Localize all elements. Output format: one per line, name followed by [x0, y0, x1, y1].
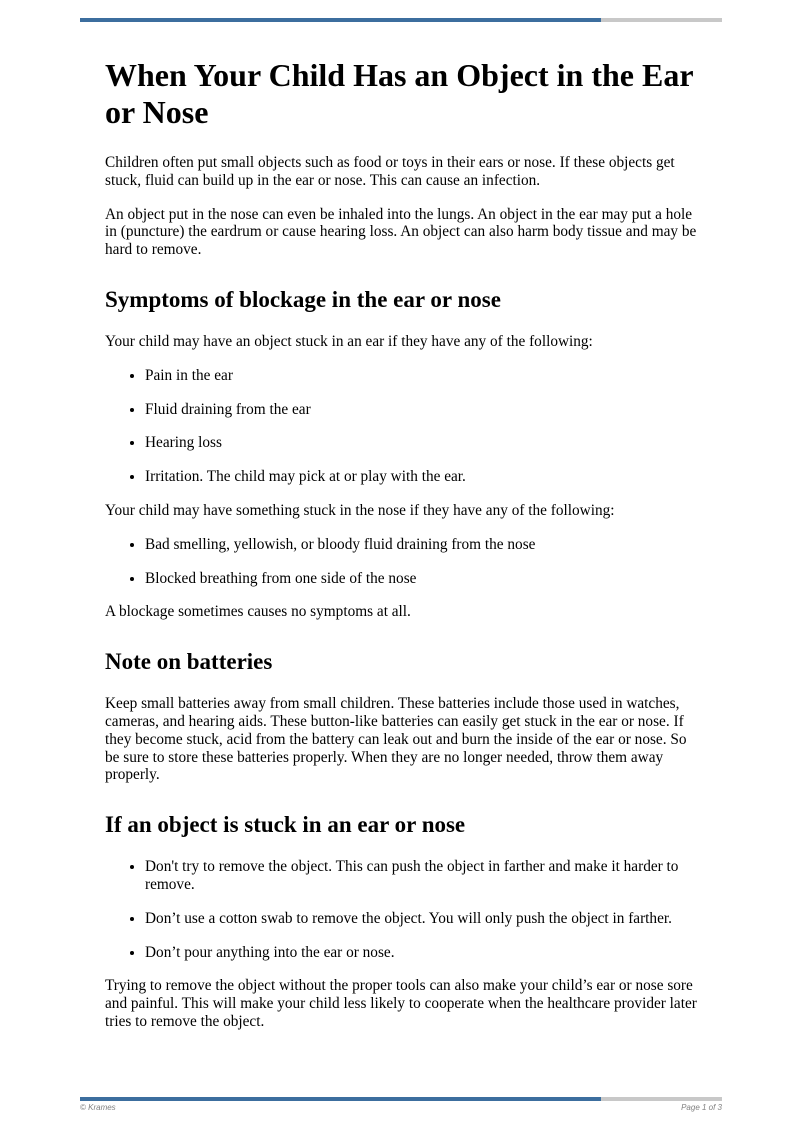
object-stuck-closing: Trying to remove the object without the proper tools can also make your child’s ear or nose sore and painful. This will make your child less likely to cooperate when the healthcare provider later tries to remove the object.: [105, 977, 697, 1030]
intro-paragraph: Children often put small objects such as food or toys in their ears or nose. If these objects get stuck, fluid can build up in the ear or nose. This can cause an infection.: [105, 154, 675, 189]
list-item: • Bad smelling, yellowish, or bloody fluid draining from the nose: [145, 536, 697, 554]
footer-progress-fill: [80, 1097, 601, 1101]
list-item: • Don’t use a cotton swab to remove the object. You will only push the object in farther.: [145, 910, 697, 928]
symptoms-closing: A blockage sometimes causes no symptoms at all.: [105, 603, 411, 621]
list-item: • Blocked breathing from one side of the nose: [145, 570, 697, 588]
footer-progress-bar: [80, 1097, 722, 1101]
header-progress-bar: [80, 18, 722, 22]
section-heading-object-stuck: If an object is stuck in an ear or nose: [105, 812, 466, 838]
list-item: • Irritation. The child may pick at or play with the ear.: [145, 468, 697, 486]
list-item: • Pain in the ear: [145, 367, 697, 385]
nose-symptoms-intro: Your child may have something stuck in the nose if they have any of the following:: [105, 501, 615, 519]
list-item: • Don't try to remove the object. This can push the object in farther and make it harder to remove.: [145, 858, 697, 894]
ear-symptoms-intro: Your child may have an object stuck in an ear if they have any of the following:: [105, 332, 593, 350]
list-item: • Fluid draining from the ear: [145, 401, 697, 419]
copyright-text: © Krames: [80, 1103, 116, 1112]
list-item: • Hearing loss: [145, 434, 697, 452]
batteries-paragraph: Keep small batteries away from small children. These batteries include those used in watches, cameras, and hearing aids. These button-like batteries can easily get stuck in the ear or nose. If they become stuck, acid from the battery can leak out and burn the inside of the ear or nose. So be sure to store these batteries properly. When they are no longer needed, throw them away properly.: [105, 695, 687, 784]
section-heading-symptoms: Symptoms of blockage in the ear or nose: [105, 286, 501, 312]
section-heading-batteries: Note on batteries: [105, 649, 273, 675]
page-number: Page 1 of 3: [681, 1103, 722, 1112]
intro-paragraph: An object put in the nose can even be inhaled into the lungs. An object in the ear may put a hole in (puncture) the eardrum or cause hearing loss. An object can also harm body tissue and may be hard to remove.: [105, 205, 697, 259]
nose-symptoms-list: [105, 536, 697, 588]
document-body: [105, 57, 697, 1047]
list-item: • Don’t pour anything into the ear or nose.: [145, 944, 697, 962]
page-title: When Your Child Has an Object in the Ear or Nose: [105, 57, 693, 130]
header-progress-fill: [80, 18, 601, 22]
object-stuck-list: [105, 858, 697, 961]
ear-symptoms-list: [105, 367, 697, 486]
